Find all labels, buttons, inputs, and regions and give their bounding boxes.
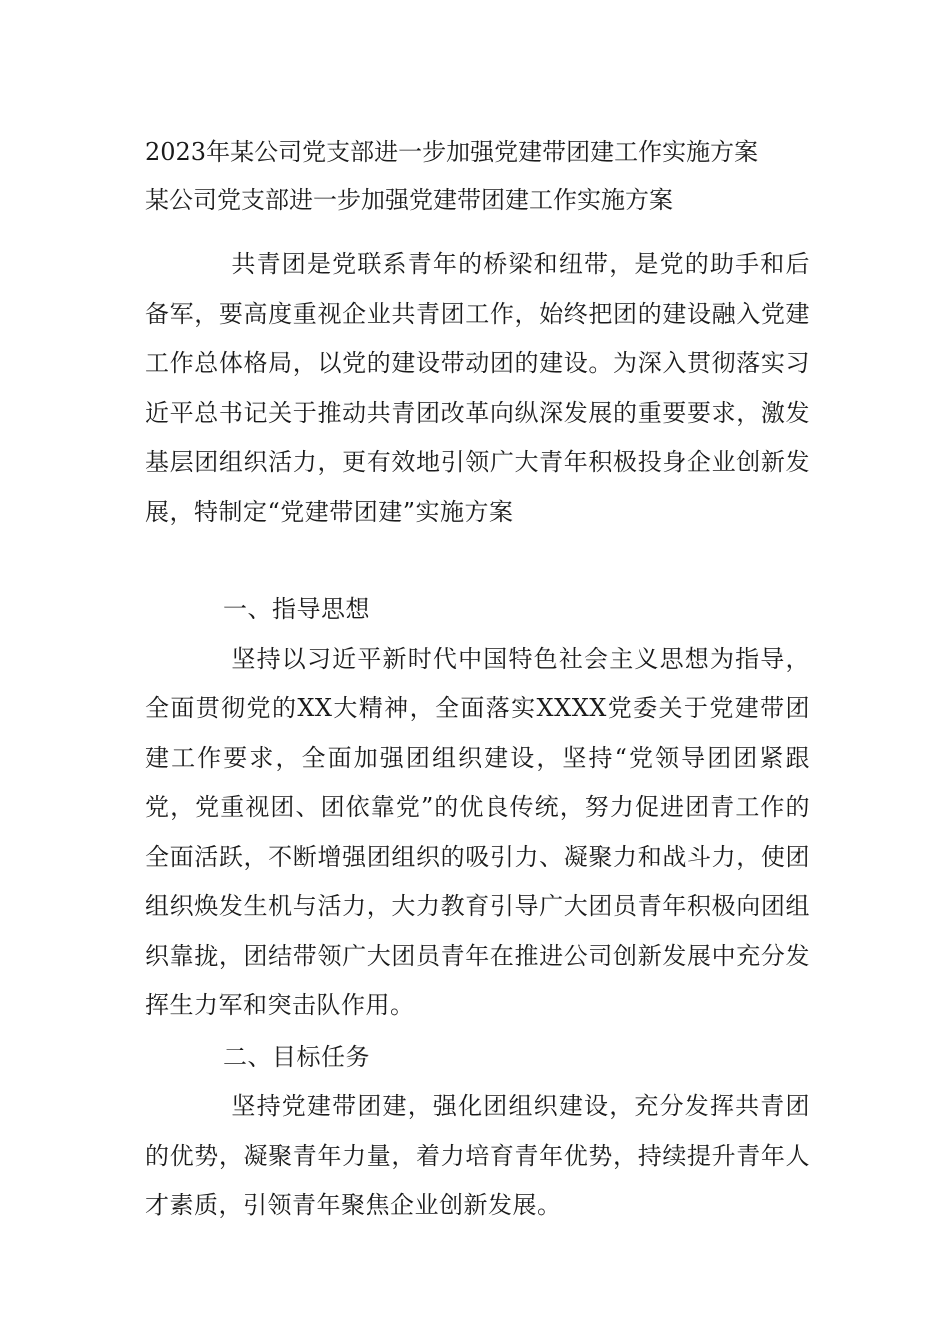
section-heading-goals-tasks: 二、目标任务	[223, 1042, 370, 1071]
section-heading-guiding-ideology: 一、指导思想	[223, 595, 370, 623]
document-content	[145, 128, 810, 1231]
intro-paragraph: 共青团是党联系青年的桥梁和纽带，是党的助手和后备军，要高度重视企业共青团工作，始终把团的建设融入党建工作总体格局，以党的建设带动团的建设。为深入贯彻落实习近平总书记关于推动共青团改革向纵深发展的重要要求，激发基层团组织活力，更有效地引领广大青年积极投身企业创新发展，特制定“党建带团建”实施方案	[145, 250, 810, 526]
section-body-guiding-ideology: 坚持以习近平新时代中国特色社会主义思想为指导，全面贯彻党的XX大精神，全面落实XXXX党委关于党建带团建工作要求，全面加强团组织建设，坚持“党领导团团紧跟党，党重视团、团依靠党”的优良传统，努力促进团青工作的全面活跃，不断增强团组织的吸引力、凝聚力和战斗力，使团组织焕发生机与活力，大力教育引导广大团员青年积极向团组织靠拢，团结带领广大团员青年在推进公司创新发展中充分发挥生力军和突击队作用。	[145, 644, 810, 1019]
section-body-goals-tasks: 坚持党建带团建，强化团组织建设，充分发挥共青团的优势，凝聚青年力量，着力培育青年优势，持续提升青年人才素质，引领青年聚焦企业创新发展。	[145, 1092, 810, 1219]
document-subtitle: 某公司党支部进一步加强党建带团建工作实施方案	[145, 186, 673, 214]
document-title: 2023年某公司党支部进一步加强党建带团建工作实施方案	[145, 138, 759, 166]
